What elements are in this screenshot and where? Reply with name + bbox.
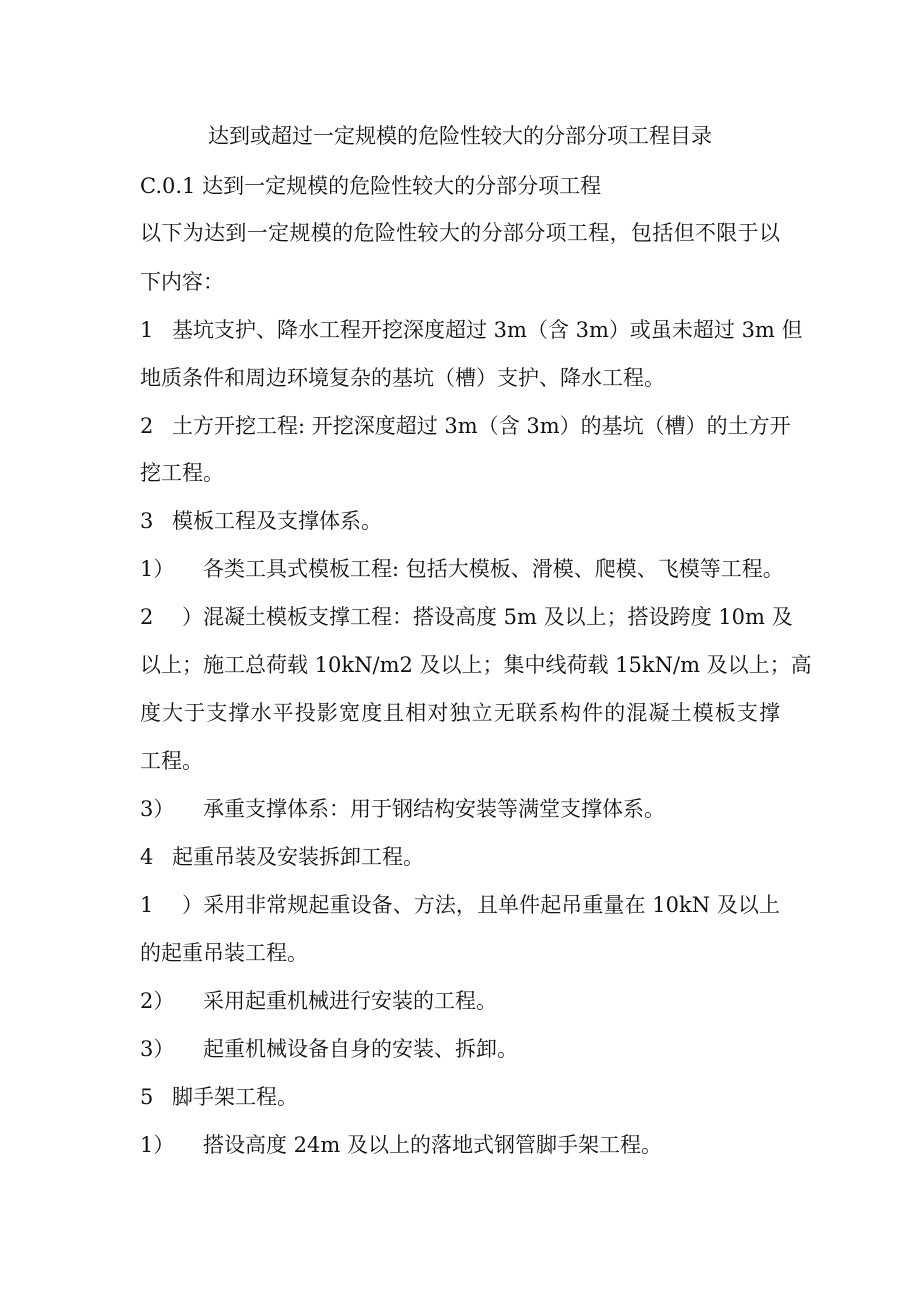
item-number: 2 [140,414,154,438]
subitem-4-1-continuation: 的起重吊装工程。 [140,941,308,965]
list-item-2-continuation: 挖工程。 [140,461,224,485]
subitem-3-3 [140,791,780,827]
list-item-3 [140,503,780,539]
subitem-number: 2） [140,605,203,629]
item-number: 5 [140,1085,154,1109]
subitem-number: 2） [140,989,175,1013]
list-item-4 [140,839,780,875]
subitem-number: 1） [140,557,175,581]
item-text: 脚手架工程。 [172,1085,298,1109]
subitem-4-1 [140,887,780,923]
subitem-3-2-continuation-1: 以上；施工总荷载 10kN/m2 及以上；集中线荷载 15kN/m 及以上；高 [140,653,812,677]
section-heading: C.0.1 达到一定规模的危险性较大的分部分项工程 [140,174,602,198]
subitem-4-3 [140,1031,780,1067]
list-item-1-continuation: 地质条件和周边环境复杂的基坑（槽）支护、降水工程。 [140,366,665,390]
subitem-number: 1） [140,893,203,917]
subitem-5-1 [140,1127,780,1163]
subitem-text: 承重支撑体系：用于钢结构安装等满堂支撑体系。 [203,797,665,821]
item-text: 基坑支护、降水工程开挖深度超过 3m（含 3m）或虽未超过 3m 但 [172,318,803,342]
subitem-number: 1） [140,1133,175,1157]
subitem-4-2 [140,983,780,1019]
list-item-2 [140,408,791,444]
subitem-3-2-continuation-3: 工程。 [140,749,203,773]
item-text: 土方开挖工程: 开挖深度超过 3m（含 3m）的基坑（槽）的土方开 [172,414,791,438]
document-title: 达到或超过一定规模的危险性较大的分部分项工程目录 [208,124,712,148]
subitem-3-2 [140,599,793,635]
list-item-5 [140,1079,780,1115]
subitem-text: 起重机械设备自身的安装、拆卸。 [203,1037,518,1061]
subitem-text: 采用起重机械进行安装的工程。 [203,989,497,1013]
subitem-3-1 [140,551,784,587]
subitem-number: 3） [140,1037,175,1061]
item-number: 1 [140,318,154,342]
item-text: 起重吊装及安装拆卸工程。 [172,845,424,869]
subitem-3-2-continuation-2: 度大于支撑水平投影宽度且相对独立无联系构件的混凝土模板支撑 [140,701,780,725]
item-text: 模板工程及支撑体系。 [172,509,382,533]
subitem-number: 3） [140,797,175,821]
item-number: 3 [140,509,154,533]
subitem-text: 各类工具式模板工程: 包括大模板、滑模、爬模、飞模等工程。 [203,557,784,581]
list-item-1 [140,312,803,348]
subitem-text: 搭设高度 24m 及以上的落地式钢管脚手架工程。 [203,1133,662,1157]
intro-line-1: 以下为达到一定规模的危险性较大的分部分项工程，包括但不限于以 [140,221,780,245]
item-number: 4 [140,845,154,869]
subitem-text: 混凝土模板支撑工程：搭设高度 5m 及以上；搭设跨度 10m 及 [203,605,793,629]
intro-line-2: 下内容： [140,270,224,294]
subitem-text: 采用非常规起重设备、方法，且单件起吊重量在 10kN 及以上 [203,893,780,917]
